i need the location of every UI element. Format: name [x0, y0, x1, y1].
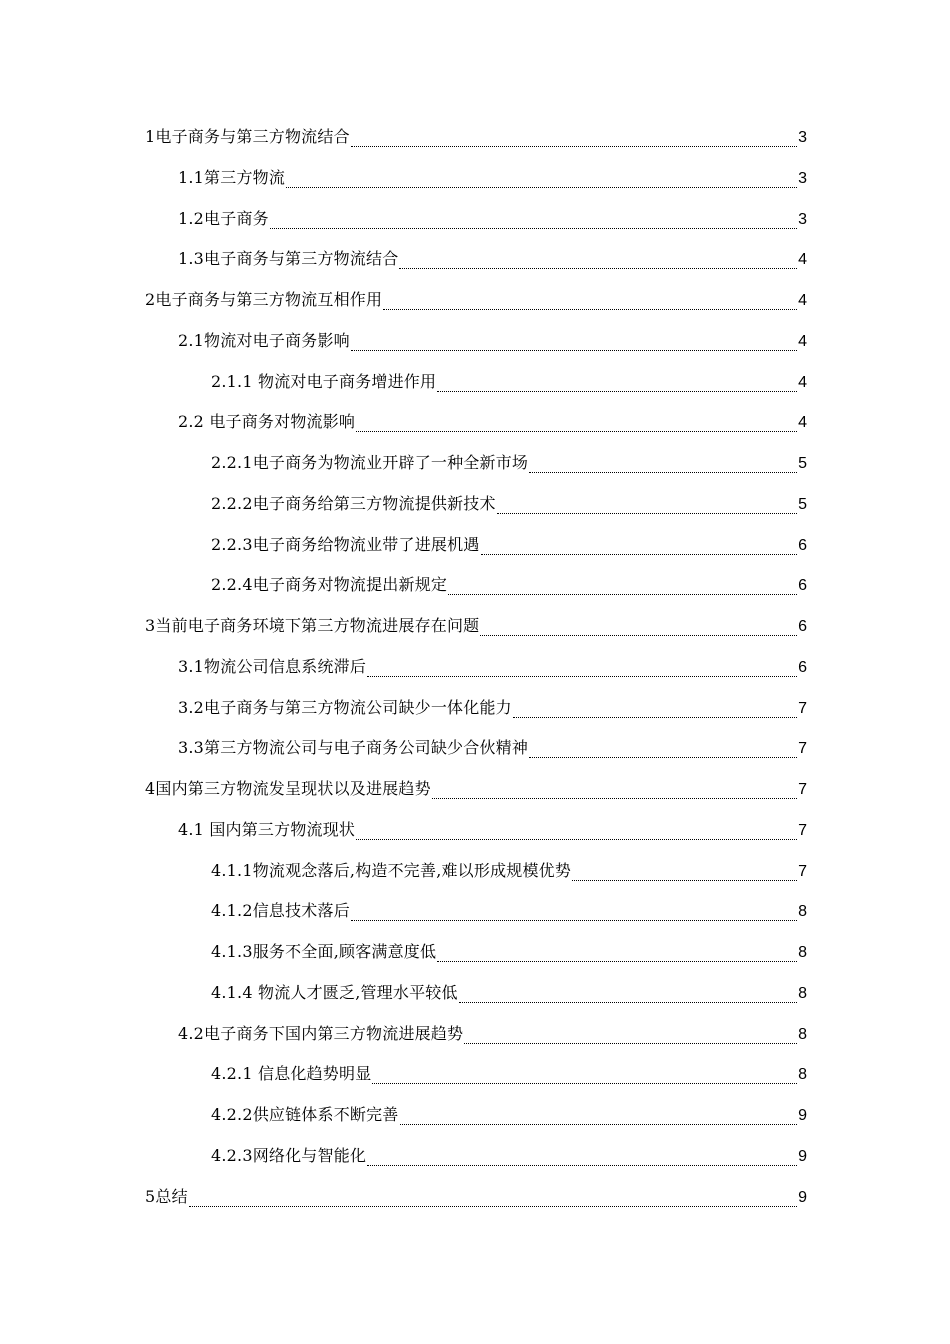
toc-entry[interactable] [211, 450, 807, 476]
toc-entry[interactable] [145, 1184, 807, 1210]
toc-dot-leader [356, 430, 797, 432]
toc-entry-title: 4.2电子商务下国内第三方物流进展趋势 [178, 1023, 464, 1043]
toc-dot-leader [400, 1123, 798, 1125]
toc-entry[interactable] [211, 572, 807, 598]
toc-page-number: 3 [798, 169, 807, 187]
toc-page-number: 6 [798, 658, 807, 676]
toc-entry-title: 4.2.1 信息化趋势明显 [211, 1064, 372, 1084]
toc-dot-leader [286, 186, 797, 188]
toc-dot-leader [437, 960, 797, 962]
toc-page-number: 8 [798, 984, 807, 1002]
toc-entry[interactable] [211, 980, 807, 1006]
toc-dot-leader [437, 390, 797, 392]
toc-page-number: 7 [798, 781, 807, 798]
toc-dot-leader [464, 1042, 797, 1044]
toc-dot-leader [432, 797, 797, 799]
toc-entry-title: 2.2.2电子商务给第三方物流提供新技术 [211, 493, 496, 513]
toc-entry[interactable] [211, 491, 807, 517]
toc-entry[interactable] [178, 654, 807, 680]
toc-page-number: 5 [798, 495, 807, 513]
toc-entry[interactable] [211, 1061, 807, 1087]
toc-page-number: 8 [798, 903, 807, 921]
toc-entry[interactable] [178, 695, 807, 721]
toc-dot-leader [372, 1082, 797, 1084]
toc-page-number: 4 [798, 332, 807, 350]
toc-page-number: 7 [798, 862, 807, 880]
toc-entry-title: 2.2 电子商务对物流影响 [178, 412, 356, 432]
toc-page-number: 6 [798, 536, 807, 554]
toc-entry[interactable] [145, 287, 807, 313]
toc-page-number: 3 [798, 210, 807, 228]
toc-page-number: 4 [798, 292, 807, 309]
toc-entry[interactable] [211, 369, 807, 395]
toc-page-number: 4 [798, 414, 807, 432]
toc-entry[interactable] [178, 817, 807, 843]
toc-page-number: 7 [798, 821, 807, 839]
toc-entry[interactable] [178, 206, 807, 232]
toc-dot-leader [529, 471, 797, 473]
toc-entry-title: 3.2电子商务与第三方物流公司缺少一体化能力 [178, 697, 512, 717]
toc-entry-title: 4国内第三方物流发呈现状以及进展趋势 [145, 779, 431, 798]
toc-page-number: 7 [798, 699, 807, 717]
toc-entry[interactable] [211, 532, 807, 558]
toc-page-number: 4 [798, 251, 807, 269]
toc-entry-title: 2电子商务与第三方物流互相作用 [145, 290, 383, 309]
toc-dot-leader [448, 593, 797, 595]
toc-entry[interactable] [145, 776, 807, 802]
toc-entry-title: 4.2.3网络化与智能化 [211, 1145, 367, 1165]
toc-entry[interactable] [178, 1021, 807, 1047]
toc-dot-leader [270, 227, 797, 229]
toc-entry-title: 2.1.1 物流对电子商务增进作用 [211, 371, 437, 391]
toc-dot-leader [351, 145, 797, 147]
toc-dot-leader [481, 553, 798, 555]
toc-dot-leader [480, 634, 797, 636]
toc-entry[interactable] [211, 858, 807, 884]
toc-entry-title: 4.1.4 物流人才匮乏,管理水平较低 [211, 982, 458, 1002]
toc-dot-leader [356, 838, 797, 840]
toc-dot-leader [497, 512, 797, 514]
toc-page-number: 8 [798, 1025, 807, 1043]
toc-dot-leader [383, 308, 797, 310]
toc-entry-title: 2.2.3电子商务给物流业带了进展机遇 [211, 534, 480, 554]
toc-entry[interactable] [178, 246, 807, 272]
toc-entry-title: 2.2.4电子商务对物流提出新规定 [211, 575, 448, 595]
toc-entry[interactable] [211, 939, 807, 965]
toc-entry-title: 4.2.2供应链体系不断完善 [211, 1105, 399, 1124]
toc-entry-title: 4.1.2信息技术落后 [211, 901, 350, 921]
toc-entry-title: 2.2.1电子商务为物流业开辟了一种全新市场 [211, 453, 529, 472]
toc-dot-leader [367, 675, 797, 677]
toc-page-number: 5 [798, 455, 807, 472]
toc-entry-title: 1.2电子商务 [178, 208, 269, 228]
toc-dot-leader [529, 756, 797, 758]
toc-page-number: 9 [798, 1107, 807, 1124]
toc-dot-leader [399, 267, 797, 269]
toc-entry[interactable] [145, 124, 807, 150]
toc-entry[interactable] [145, 613, 807, 639]
toc-entry-title: 3.3第三方物流公司与电子商务公司缺少合伙精神 [178, 738, 529, 758]
toc-entry[interactable] [178, 328, 807, 354]
toc-entry[interactable] [178, 165, 807, 191]
toc-dot-leader [513, 716, 797, 718]
toc-entry-title: 4.1 国内第三方物流现状 [178, 819, 356, 839]
toc-entry[interactable] [211, 1143, 807, 1169]
toc-page-number: 6 [798, 577, 807, 595]
toc-entry[interactable] [211, 1102, 807, 1128]
toc-entry[interactable] [211, 898, 807, 924]
toc-page-number: 9 [798, 1147, 807, 1165]
toc-entry-title: 5总结 [145, 1186, 188, 1206]
toc-entry-title: 2.1物流对电子商务影响 [178, 330, 350, 350]
toc-page-number: 8 [798, 1066, 807, 1084]
toc-page-number: 8 [798, 944, 807, 961]
toc-entry-title: 4.1.3服务不全面,顾客满意度低 [211, 942, 437, 961]
toc-page-number: 4 [798, 373, 807, 391]
toc-dot-leader [189, 1205, 797, 1207]
toc-entry-title: 1.3电子商务与第三方物流结合 [178, 249, 399, 269]
toc-entry-title: 4.1.1物流观念落后,构造不完善,难以形成规模优势 [211, 860, 572, 880]
toc-dot-leader [351, 349, 797, 351]
toc-dot-leader [367, 1164, 797, 1166]
toc-entry-title: 3.1物流公司信息系统滞后 [178, 656, 367, 676]
toc-entry-title: 1.1第三方物流 [178, 167, 286, 187]
toc-page-number: 7 [798, 740, 807, 758]
toc-page-number: 6 [798, 618, 807, 635]
toc-page-number: 9 [798, 1188, 807, 1206]
toc-entry-title: 1电子商务与第三方物流结合 [145, 127, 350, 146]
toc-entry-title: 3当前电子商务环境下第三方物流进展存在问题 [145, 616, 480, 635]
toc-entry[interactable] [178, 735, 807, 761]
toc-dot-leader [351, 919, 797, 921]
toc-entry[interactable] [178, 409, 807, 435]
toc-page-number: 3 [798, 129, 807, 146]
toc-dot-leader [459, 1001, 797, 1003]
toc-dot-leader [572, 879, 797, 881]
